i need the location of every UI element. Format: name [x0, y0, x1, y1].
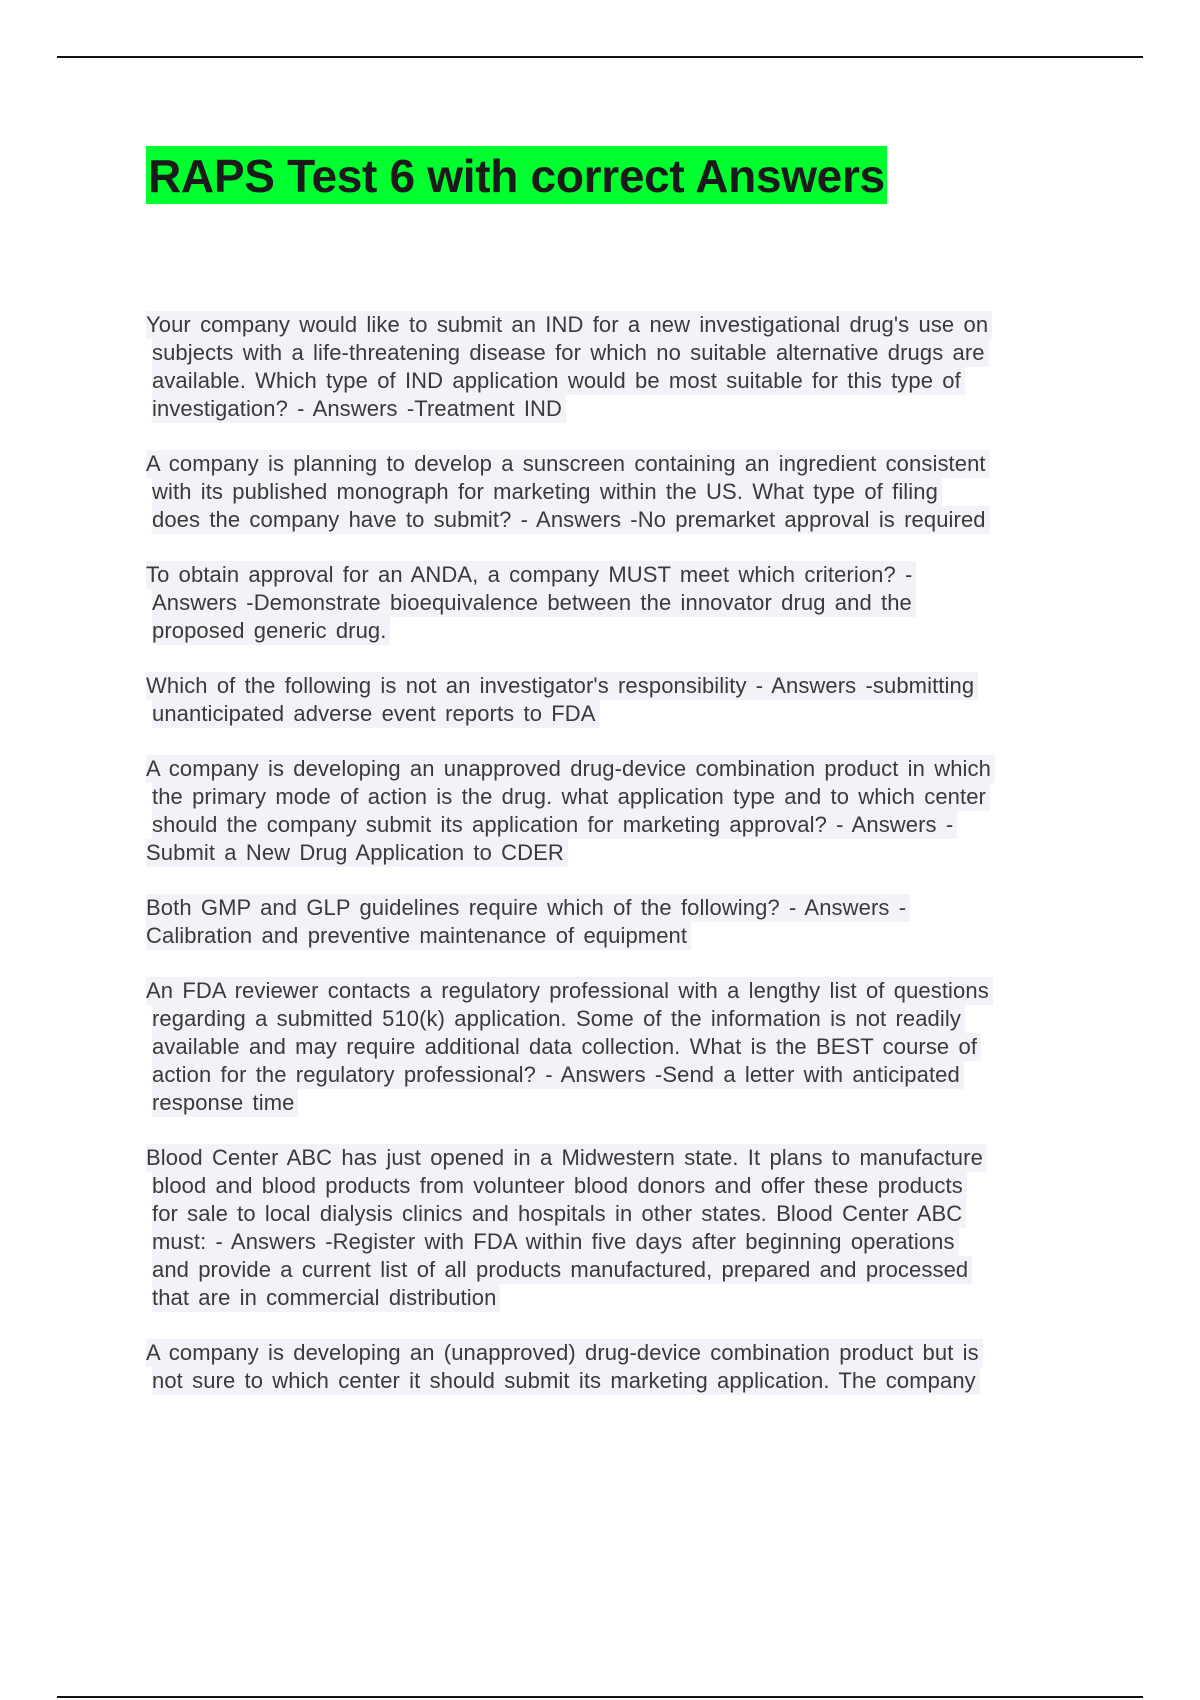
qa-line: available and may require additional data collection. What is the BEST course of: [152, 1033, 981, 1061]
document-title: RAPS Test 6 with correct Answers: [146, 146, 887, 204]
qa-item-2: [146, 450, 1091, 534]
qa-line: action for the regulatory professional? - Answers -Send a letter with anticipated: [152, 1061, 964, 1089]
qa-line: investigation? - Answers -Treatment IND: [152, 395, 566, 423]
header-rule: [57, 56, 1143, 58]
qa-item-8: [146, 1144, 1091, 1312]
qa-item-4: [146, 672, 1091, 728]
qa-line: Blood Center ABC has just opened in a Midwestern state. It plans to manufacture: [146, 1144, 987, 1172]
qa-line: for sale to local dialysis clinics and hospitals in other states. Blood Center ABC: [152, 1200, 966, 1228]
footer-rule: [57, 1696, 1143, 1698]
qa-line: An FDA reviewer contacts a regulatory professional with a lengthy list of questions: [146, 977, 993, 1005]
qa-line: that are in commercial distribution: [152, 1284, 500, 1312]
qa-item-3: [146, 561, 1091, 645]
qa-line: Which of the following is not an investigator's responsibility - Answers -submitting: [146, 672, 978, 700]
qa-line: with its published monograph for marketing within the US. What type of filing: [152, 478, 942, 506]
qa-line: A company is developing an unapproved drug-device combination product in which: [146, 755, 995, 783]
qa-item-1: [146, 311, 1091, 423]
qa-line: the primary mode of action is the drug. what application type and to which center: [152, 783, 990, 811]
qa-line: must: - Answers -Register with FDA within five days after beginning operations: [152, 1228, 959, 1256]
qa-line: A company is developing an (unapproved) drug-device combination product but is: [146, 1339, 983, 1367]
qa-line: and provide a current list of all products manufactured, prepared and processed: [152, 1256, 972, 1284]
qa-line: unanticipated adverse event reports to FDA: [152, 700, 600, 728]
qa-item-5: [146, 755, 1091, 867]
qa-line: Calibration and preventive maintenance of equipment: [146, 922, 691, 950]
qa-list: [146, 311, 1091, 1422]
qa-line: Submit a New Drug Application to CDER: [146, 839, 568, 867]
qa-item-9: [146, 1339, 1091, 1395]
qa-line: Answers -Demonstrate bioequivalence between the innovator drug and the: [152, 589, 916, 617]
qa-line: subjects with a life-threatening disease for which no suitable alternative drugs are: [152, 339, 989, 367]
qa-line: available. Which type of IND application would be most suitable for this type of: [152, 367, 965, 395]
qa-item-6: [146, 894, 1091, 950]
qa-line: Your company would like to submit an IND for a new investigational drug's use on: [146, 311, 992, 339]
qa-line: blood and blood products from volunteer blood donors and offer these products: [152, 1172, 967, 1200]
qa-line: proposed generic drug.: [152, 617, 390, 645]
qa-line: Both GMP and GLP guidelines require which of the following? - Answers -: [146, 894, 910, 922]
qa-line: should the company submit its application for marketing approval? - Answers -: [152, 811, 957, 839]
qa-line: regarding a submitted 510(k) application. Some of the information is not readily: [152, 1005, 965, 1033]
qa-line: To obtain approval for an ANDA, a company MUST meet which criterion? -: [146, 561, 916, 589]
qa-line: not sure to which center it should submit its marketing application. The company: [152, 1367, 980, 1395]
qa-line: A company is planning to develop a sunscreen containing an ingredient consistent: [146, 450, 990, 478]
qa-line: does the company have to submit? - Answers -No premarket approval is required: [152, 506, 990, 534]
qa-item-7: [146, 977, 1091, 1117]
qa-line: response time: [152, 1089, 298, 1117]
